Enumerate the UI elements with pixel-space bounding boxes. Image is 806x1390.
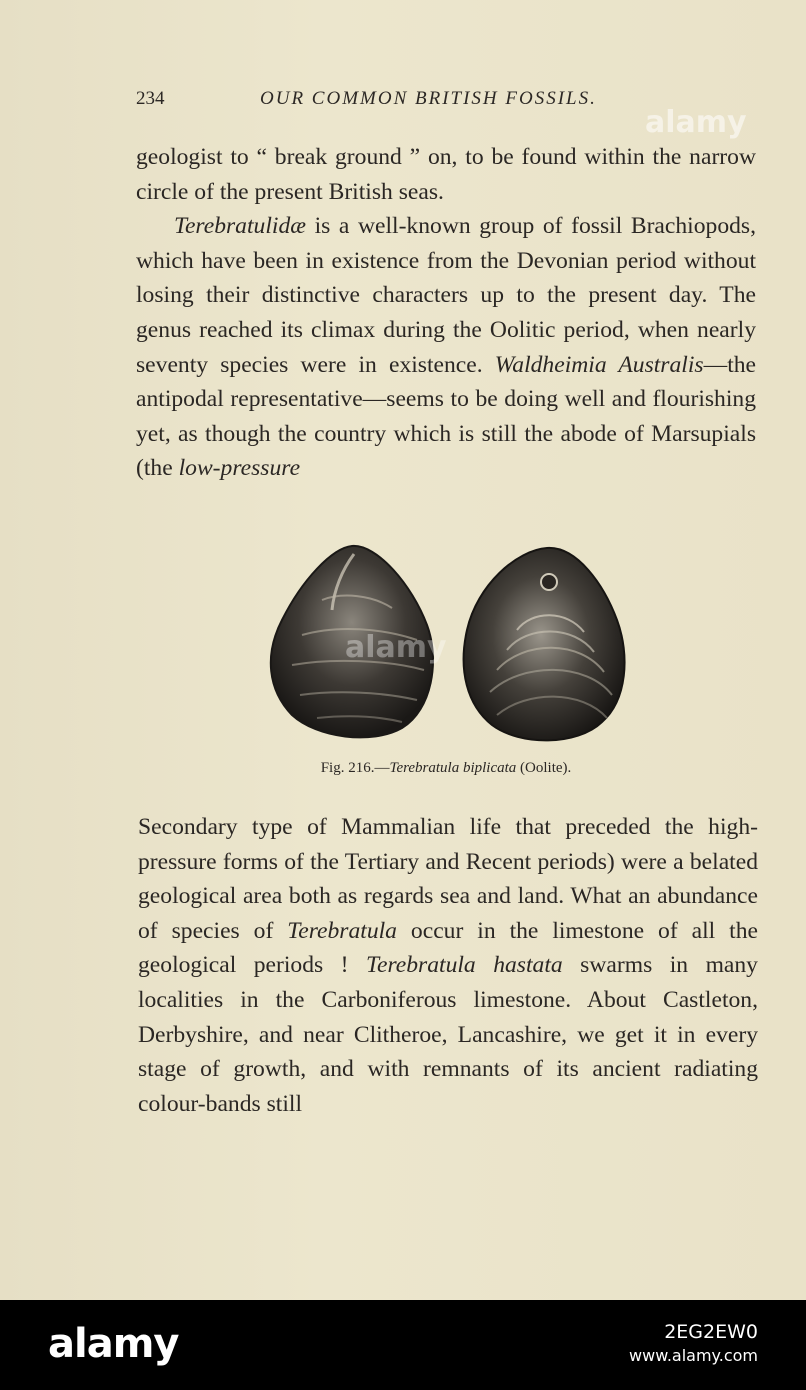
taxon-waldheimia: Waldheimia Australis xyxy=(494,351,704,378)
text-block-bottom xyxy=(138,810,758,1121)
paragraph-3 xyxy=(138,810,758,1121)
shell-right-icon xyxy=(464,548,625,740)
text-block-top xyxy=(136,140,756,486)
term-low-pressure: low-pressure xyxy=(178,455,301,482)
watermark: alamy xyxy=(645,105,747,140)
caption-taxon: Terebratula biplicata xyxy=(389,760,517,776)
paragraph-2-text-a: is a well-known group of fossil Brachiopods, which have been in existence from the Devonian period without losing their distinctive characters up to the present day. The genus reached its climax during the Oolitic period, when nearly seventy species were in existence. xyxy=(136,213,756,378)
paragraph-2-text-b: —the antipodal representative—seems to be doing well and flourishing yet, as though the country which is still the abode of Marsupials (the xyxy=(136,351,757,482)
paragraph-3-text-b: occur in the limestone of all the geological periods ! xyxy=(138,917,758,979)
running-title: OUR COMMON BRITISH FOSSILS. xyxy=(260,88,597,109)
caption-label: Fig. 216.— xyxy=(320,760,390,776)
site-url: www.alamy.com xyxy=(629,1346,758,1365)
paragraph-3-text-c: swarms in many localities in the Carboniferous limestone. About Castleton, Derbyshire, and near Clitheroe, Lancashire, we get it in every stage of growth, and with remnants of its ancient radiating colour-bands still xyxy=(138,952,758,1117)
paragraph-3-text-a: Secondary type of Mammalian life that preceded the high-pressure forms of the Tertiary and Recent periods) were a belated geological area both as regards sea and land. What an abundance of species of xyxy=(138,814,758,944)
paragraph-1: geologist to “ break ground ” on, to be found within the narrow circle of the present British seas. xyxy=(136,144,756,205)
page-number: 234 xyxy=(136,88,165,109)
watermark: alamy xyxy=(345,630,447,665)
alamy-logo: alamy xyxy=(48,1321,179,1367)
caption-era: (Oolite). xyxy=(516,760,572,776)
taxon-terebratula: Terebratula xyxy=(287,917,397,944)
paragraph-2 xyxy=(136,209,756,486)
taxon-terebratulidae: Terebratulidæ xyxy=(174,213,306,240)
fossil-illustration xyxy=(262,540,642,755)
image-id: 2EG2EW0 xyxy=(664,1321,758,1343)
taxon-terebratula-hastata: Terebratula hastata xyxy=(366,952,563,979)
image-id-block xyxy=(629,1320,758,1368)
figure-caption xyxy=(136,760,756,777)
